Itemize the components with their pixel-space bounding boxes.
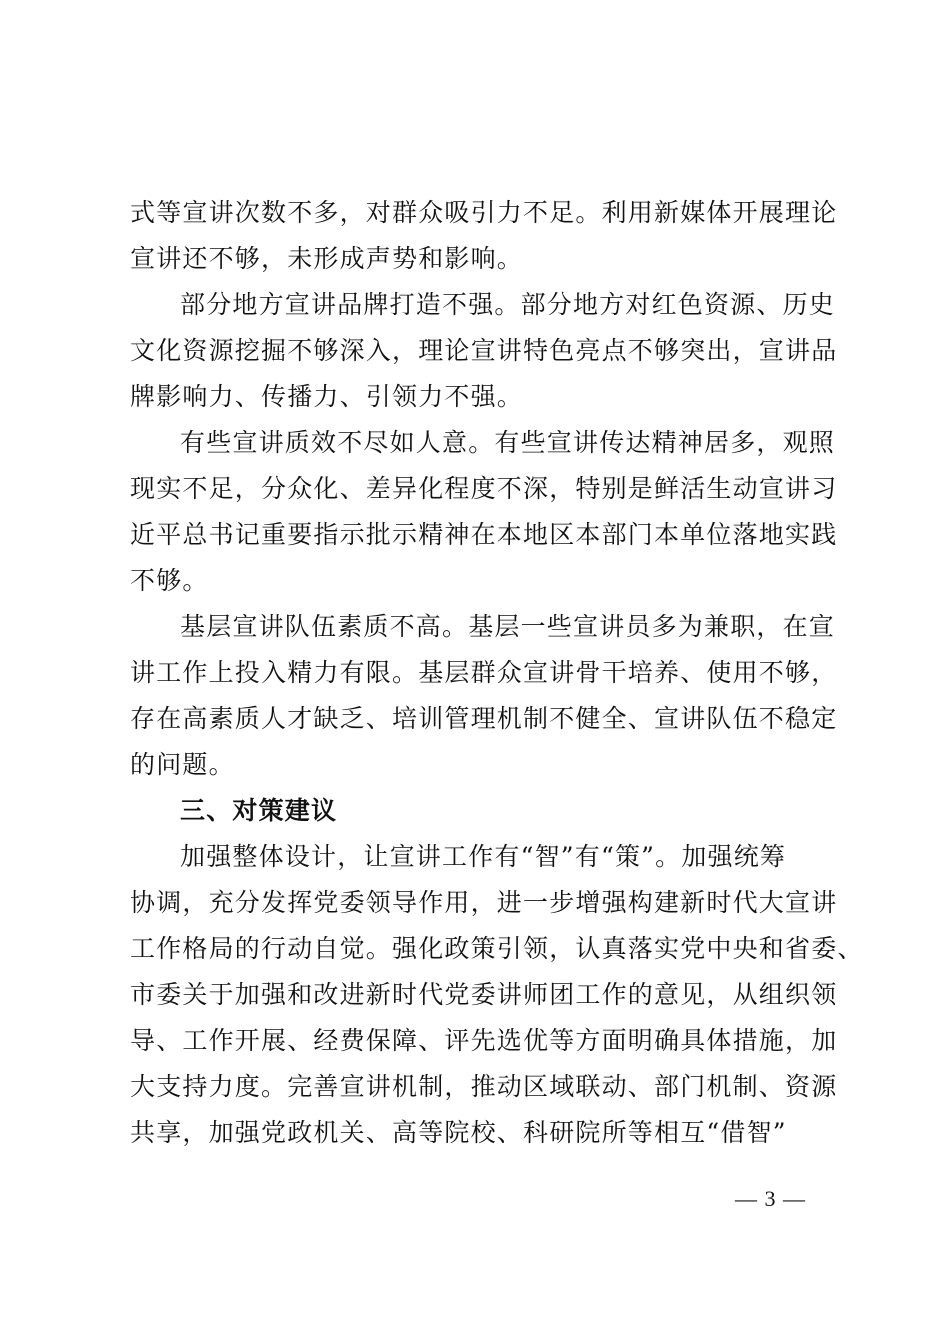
text-line: 的问题。 xyxy=(130,750,235,779)
text-line: 导、工作开展、经费保障、评先选优等方面明确具体措施，加 xyxy=(130,1026,838,1055)
text-line: 宣讲还不够，未形成声势和影响。 xyxy=(130,244,524,273)
section-heading xyxy=(130,788,830,834)
paragraph-brand xyxy=(130,282,838,420)
paragraph-continued xyxy=(130,190,838,282)
text-line: 市委关于加强和改进新时代党委讲师团工作的意见，从组织领 xyxy=(130,980,838,1009)
paragraph-team xyxy=(130,604,838,788)
paragraph-quality xyxy=(130,420,838,604)
text-line: 讲工作上投入精力有限。基层群众宣讲骨干培养、使用不够， xyxy=(130,658,838,687)
text-line: 有些宣讲质效不尽如人意。有些宣讲传达精神居多，观照 xyxy=(180,428,836,457)
text-line: 基层宣讲队伍素质不高。基层一些宣讲员多为兼职，在宣 xyxy=(180,612,836,641)
text-line: 牌影响力、传播力、引领力不强。 xyxy=(130,382,524,411)
text-line: 大支持力度。完善宣讲机制，推动区域联动、部门机制、资源 xyxy=(130,1072,838,1101)
text-line: 式等宣讲次数不多，对群众吸引力不足。利用新媒体开展理论 xyxy=(130,198,838,227)
text-line: 部分地方宣讲品牌打造不强。部分地方对红色资源、历史 xyxy=(180,290,836,319)
text-line: 加强整体设计，让宣讲工作有“智”有“策”。加强统筹 xyxy=(180,842,787,871)
text-line: 工作格局的行动自觉。强化政策引领，认真落实党中央和省委、 xyxy=(130,934,864,963)
text-line: 不够。 xyxy=(130,566,209,595)
paragraph-design xyxy=(130,834,864,1156)
text-line: 存在高素质人才缺乏、培训管理机制不健全、宣讲队伍不稳定 xyxy=(130,704,838,733)
text-line: 协调，充分发挥党委领导作用，进一步增强构建新时代大宣讲 xyxy=(130,888,838,917)
document-body xyxy=(130,190,864,1156)
page-number: — 3 — xyxy=(735,1186,806,1211)
text-line: 文化资源挖掘不够深入，理论宣讲特色亮点不够突出，宣讲品 xyxy=(130,336,838,365)
text-line: 现实不足，分众化、差异化程度不深，特别是鲜活生动宣讲习 xyxy=(130,474,838,503)
section-heading-text: 三、对策建议 xyxy=(180,796,338,825)
text-line: 近平总书记重要指示批示精神在本地区本部门本单位落地实践 xyxy=(130,520,838,549)
text-line: 共享，加强党政机关、高等院校、科研院所等相互“借智” xyxy=(130,1118,787,1147)
